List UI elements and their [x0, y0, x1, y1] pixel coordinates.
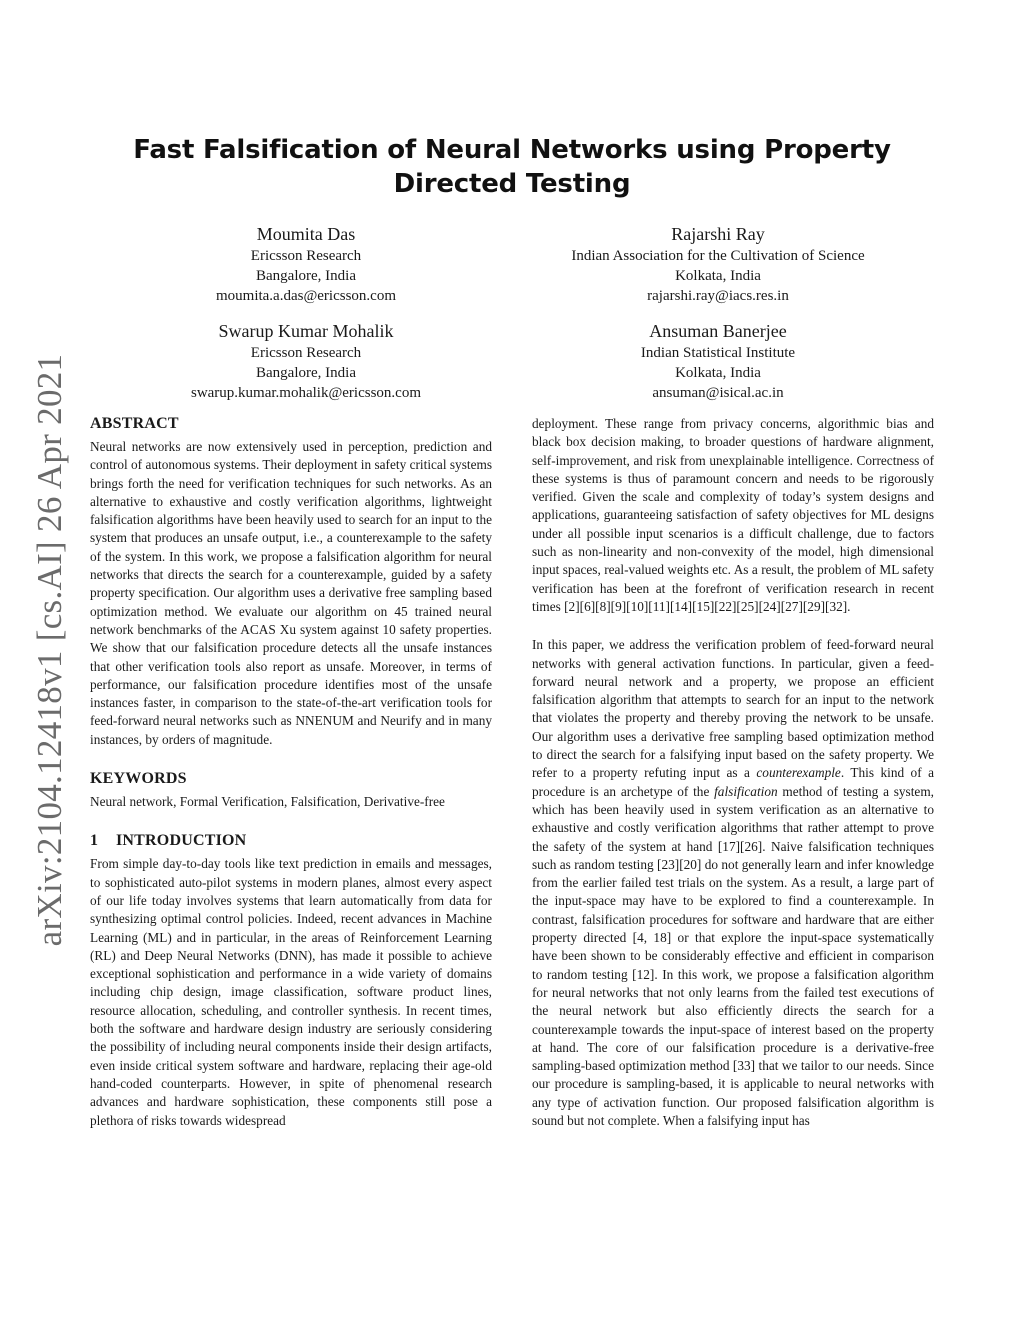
author-name: Rajarshi Ray — [671, 224, 765, 244]
author-affiliation: Indian Statistical Institute — [640, 345, 796, 361]
introduction-paragraph-1: From simple day-to-day tools like text prediction in emails and messages, to sophisticated auto-pilot systems in modern planes, almost every aspect of our life today involves systems that learn automatically from data for synthesizing optimal control policies. Indeed, recent advances in Machine Learning (ML) and in particular, in the areas of Reinforcement Learning (RL) and Deep Neural Networks (DNN), has made it possible to achieve exceptional sophistication and performance in a wide variety of domains including chip design, image classification, software product lines, resource allocation, scheduling, and controller synthesis. In recent times, both the software and hardware design industry are seriously considering the possibility of including neural components inside their design artifacts, even inside critical system software and hardware, replacing their age-old hand-coded counterparts. However, in spite of phenomenal research advances and hardware sophistication, these components still pose a plethora of risks towards widespread — [90, 856, 492, 1128]
author-name: Moumita Das — [256, 224, 356, 244]
introduction-heading — [90, 831, 492, 851]
abstract-text: Neural networks are now extensively used in perception, prediction and control of autonomous systems. Their deployment in safety critical systems brings forth the need for verification techniques for such networks. As an alternative to exhaustive and costly verification algorithms, lightweight falsification algorithms have been heavily used to search for an input to the system that produces an unsafe output, i.e., a counterexample to the safety of the system. In this work, we propose a falsification algorithm for neural networks that directs the search for a counterexample, guided by a safety property specification. Our algorithm uses a derivative free sampling based optimization method. We evaluate our algorithm on 45 trained neural network benchmarks of the ACAS Xu system against 10 safety properties. We show that our falsification procedure detects all the unsafe instances that other verification tools also report as unsafe. Moreover, in terms of performance, our falsification procedure identifies most of the unsafe instances faster, in comparison to the state-of-the-art verification tools for feed-forward neural networks such as NNENUM and Neurify and in many instances, by orders of magnitude. — [90, 439, 492, 747]
author-block-2 — [528, 222, 908, 306]
paragraph-text: In this paper, we address the verification problem of feed-forward neural networks with general activation functions. In particular, given a feed-forward neural network and a property, we propose an efficient falsification algorithm that attempts to search for an input to the network that violates the property and thereby proving the network to be unsafe. Our algorithm uses a derivative free sampling based optimization method to direct the search for a falsifying input based on the safety property. We refer to a property refuting input as a — [532, 637, 934, 781]
keywords-heading: KEYWORDS — [90, 770, 187, 788]
author-block-4 — [568, 319, 868, 403]
author-name: Swarup Kumar Mohalik — [218, 321, 394, 341]
section-number: 1 — [90, 832, 99, 850]
author-affiliation: Indian Association for the Cultivation of Science — [571, 248, 865, 264]
page-title: Fast Falsification of Neural Networks using Property Directed Testing — [133, 135, 891, 199]
author-block-1 — [156, 222, 456, 306]
right-column — [532, 415, 934, 1130]
paragraph-text: method of testing a system, which has been heavily used in system verification as an alternative to exhaustive and costly verification algorithms that rather attempt to prove the safety of the system at hand [17][26]. Naive falsification techniques such as random testing [23][20] do not generally learn and infer knowledge from the earlier failed test trials on the system. As a result, a large part of the input-space may have to be explored to find a counterexample. In contrast, falsification procedures for software and hardware that are either property directed [4, 18] or that explore the input-space systematically have been shown to be considerably effective and efficient in comparison to random testing [12]. In this work, we propose a falsification algorithm for neural networks that not only learns from the failed test executions of the neural network but also efficiently directs the search for a counterexample towards the input-space of interest based on the property at hand. The core of our falsification procedure is a derivative-free sampling-based optimization method [33] that we tailor to our needs. Since our procedure is sampling-based, it is applicable to neural networks with any type of activation function. Our proposed falsification algorithm is sound but not complete. When a falsifying input has — [532, 783, 934, 1128]
author-name: Ansuman Banerjee — [649, 321, 787, 341]
section-title: INTRODUCTION — [116, 832, 247, 850]
author-affiliation: Ericsson Research — [250, 248, 362, 264]
paragraph-text: . This kind of a procedure is an archetype of the — [532, 765, 934, 799]
introduction-paragraph-2 — [532, 636, 934, 1130]
emphasis-counterexample: counterexample — [756, 765, 841, 781]
author-affiliation: Ericsson Research — [250, 345, 362, 361]
author-block-3 — [156, 319, 456, 403]
author-email: ansuman@isical.ac.in — [652, 385, 784, 401]
author-location: Bangalore, India — [256, 365, 356, 381]
author-email: moumita.a.das@ericsson.com — [215, 288, 397, 304]
emphasis-falsification: falsification — [714, 783, 778, 799]
introduction-paragraph-1-continued: deployment. These range from privacy concerns, algorithmic bias and black box decision making, to broader questions of hardware alignment, self-improvement, and risk from unexplainable intelligence. Correctness of these systems is thus of paramount concern and needs to be rigorously verified. Given the scale and complexity of today’s system designs and applications, guaranteeing satisfaction of safety objectives for ML designs under all possible input scenarios is a difficult challenge, due to factors such as non-linearity and non-convexity of the model, high dimensional input spaces, real-valued weights etc. As a result, the problem of ML safety verification has been at the forefront of verification research in recent times [2][6][8][9][10][11][14][15][22][25][24][27][29][32]. — [532, 416, 934, 614]
author-email: rajarshi.ray@iacs.res.in — [647, 288, 789, 304]
abstract-heading: ABSTRACT — [90, 415, 179, 432]
author-email: swarup.kumar.mohalik@ericsson.com — [190, 385, 422, 401]
left-column — [90, 414, 492, 1130]
author-location: Kolkata, India — [675, 268, 761, 284]
author-location: Kolkata, India — [675, 365, 761, 381]
keywords-text: Neural network, Formal Verification, Falsification, Derivative-free — [90, 794, 445, 810]
author-location: Bangalore, India — [256, 268, 356, 284]
arxiv-stamp: arXiv:2104.12418v1 [cs.AI] 26 Apr 2021 — [30, 353, 69, 947]
